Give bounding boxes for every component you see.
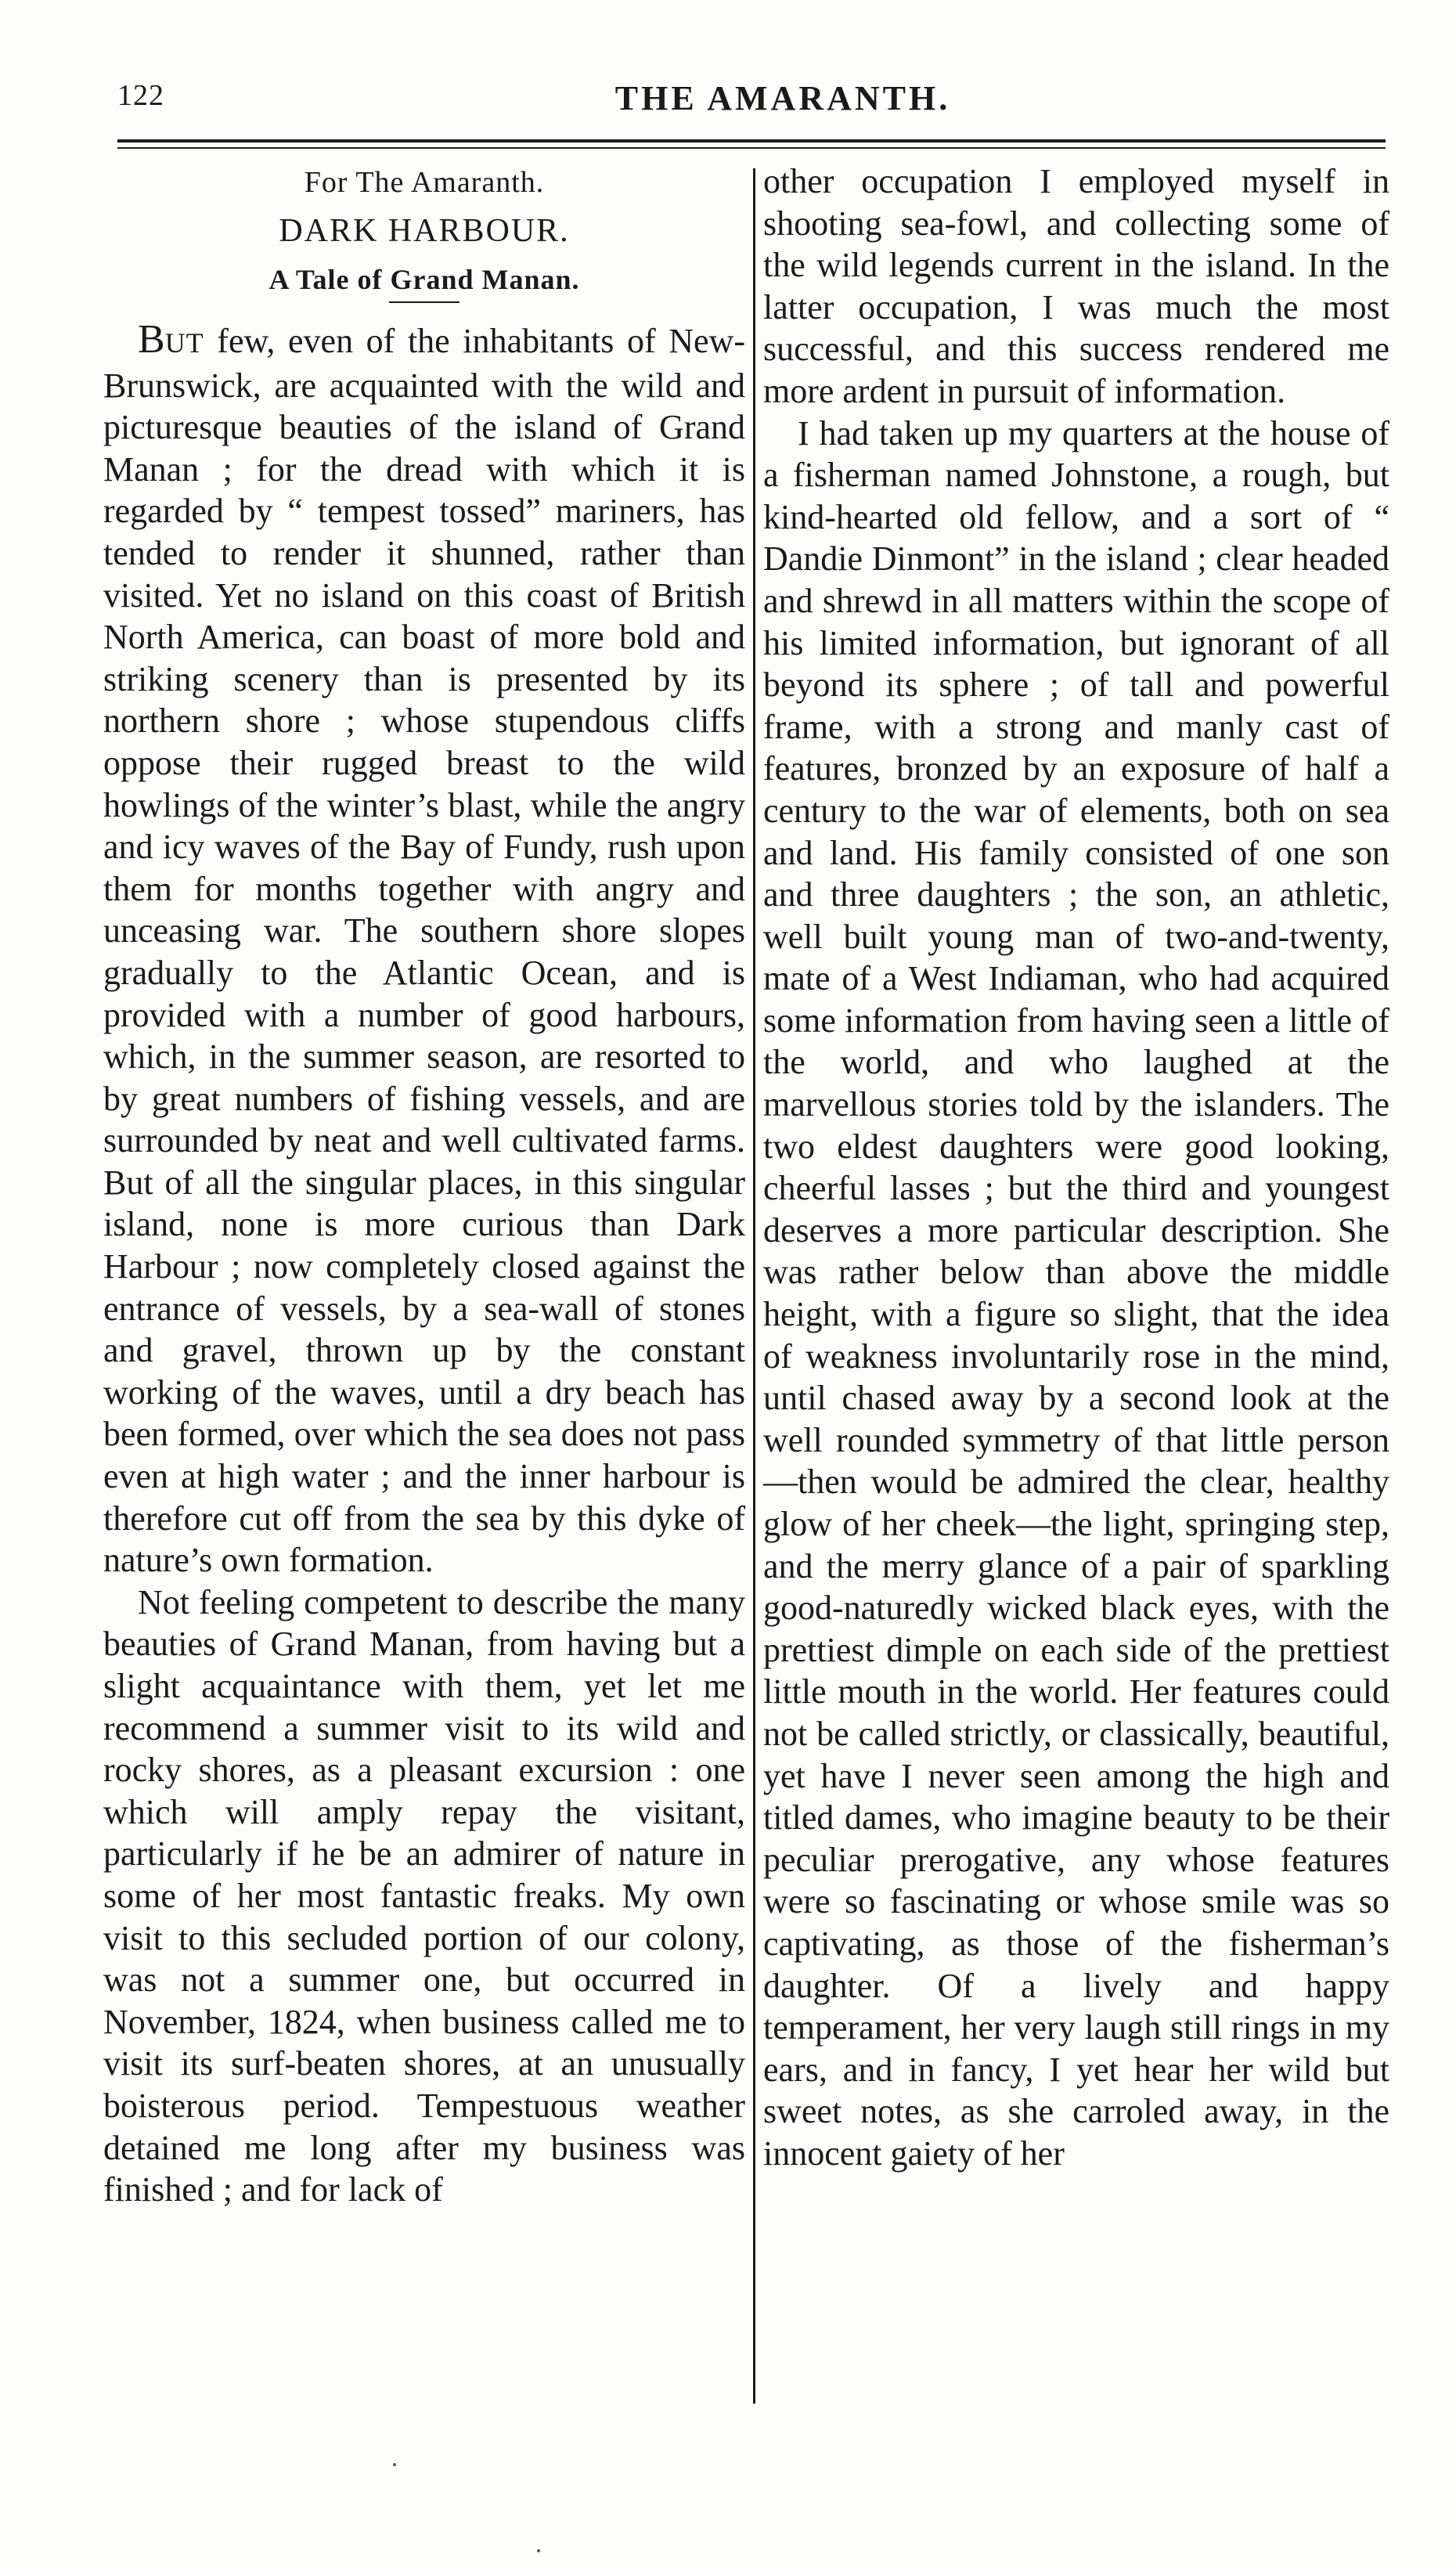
column-divider bbox=[753, 168, 755, 2404]
story-title: DARK HARBOUR. bbox=[279, 213, 570, 249]
page-header bbox=[117, 78, 1386, 125]
paragraph-1-text: few, even of the inhabitants of New-Brunswick, are acquainted with the wild and picturesque beauties of the island of Grand Manan ; for the dread with which it is regarded by “ tempest tossed” mariners, has tended to render it shunned, rather than visited. Yet no island on this coast of British North America, can boast of more bold and striking scenery than is presented by its northern shore ; whose stupendous cliffs oppose their rugged breast to the wild howlings of the winter’s blast, while the angry and icy waves of the Bay of Fundy, rush upon them for months together with angry and unceasing war. The southern shore slopes gradually to the Atlantic Ocean, and is provided with a number of good harbours, which, in the summer season, are resorted to by great numbers of fishing vessels, and are surrounded by neat and well cultivated farms. But of all the singular places, in this singular island, none is more curious than Dark Harbour ; now completely closed against the entrance of vessels, by a sea-wall of stones and gravel, thrown up by the constant working of the waves, until a dry beach has been formed, over which the sea does not pass even at high water ; and the inner harbour is therefore cut off from the sea by this dyke of nature’s own formation. bbox=[103, 322, 745, 1580]
story-subtitle: A Tale of Grand Manan. bbox=[268, 264, 580, 295]
running-head: THE AMARANTH. bbox=[614, 79, 951, 117]
initial-letter: B bbox=[138, 317, 165, 362]
title-rule bbox=[389, 301, 460, 303]
header-rule-thin bbox=[117, 147, 1386, 149]
paragraph-3: I had taken up my quarters at the house of a fisherman named Johnstone, a rough, but kind-hearted old fellow, and a sort of “ Dandie Dinmont” in the island ; clear headed and shrewd in all matters within the scope of his limited information, but ignorant of all beyond its sphere ; of tall and powerful frame, with a strong and manly cast of features, bronzed by an exposure of half a century to the war of elements, both on sea and land. His family consisted of one son and three daughters ; the son, an athletic, well built young man of two-and-twenty, mate of a West Indiaman, who had acquired some information from having seen a little of the world, and who laughed at the marvellous stories told by the islanders. The two eldest daughters were good looking, cheerful lasses ; but the third and youngest deserves a more particular description. She was rather below than above the middle height, with a figure so slight, that the idea of weakness involuntarily rose in the mind, until chased away by a second look at the well rounded symmetry of that little person —then would be admired the clear, healthy glow of her cheek—the light, springing step, and the merry glance of a pair of sparkling good-naturedly wicked black eyes, with the prettiest dimple on each side of the prettiest little mouth in the world. Her features could not be called strictly, or classically, beautiful, yet have I never seen among the high and titled dames, who imagine beauty to be their peculiar prerogative, any whose features were so fascinating or whose smile was so captivating, as those of the fisherman’s daughter. Of a lively and happy temperament, her very laugh still rings in my ears, and in fancy, I yet hear her wild but sweet notes, as she carroled away, in the innocent gaiety of her bbox=[763, 413, 1389, 2173]
left-column bbox=[103, 160, 745, 2211]
paragraph-2-continued: other occupation I employed myself in shooting sea-fowl, and collecting some of the wild legends current in the island. In the latter occupation, I was much the most successful, and this success rendered me more ardent in pursuit of information. bbox=[763, 162, 1389, 410]
print-speck bbox=[393, 2463, 396, 2466]
opening-smallcaps: UT bbox=[164, 327, 204, 359]
paragraph-2: Not feeling competent to describe the many beauties of Grand Manan, from having but a slight acquaintance with them, yet let me recommend a summer visit to its wild and rocky shores, as a pleasant excursion : one which will amply repay the visitant, particularly if he be an admirer of nature in some of her most fantastic freaks. My own visit to this secluded portion of our colony, was not a summer one, but occurred in November, 1824, when business called me to visit its surf-beaten shores, at an unusually boisterous period. Tempestuous weather detained me long after my business was finished ; and for lack of bbox=[103, 1582, 745, 2209]
header-rule-thick bbox=[117, 139, 1386, 142]
attribution-line: For The Amaranth. bbox=[304, 166, 545, 199]
page-number: 122 bbox=[117, 79, 164, 112]
paragraph-1 bbox=[103, 319, 745, 1582]
print-speck bbox=[537, 2549, 540, 2552]
right-column bbox=[763, 160, 1389, 2175]
